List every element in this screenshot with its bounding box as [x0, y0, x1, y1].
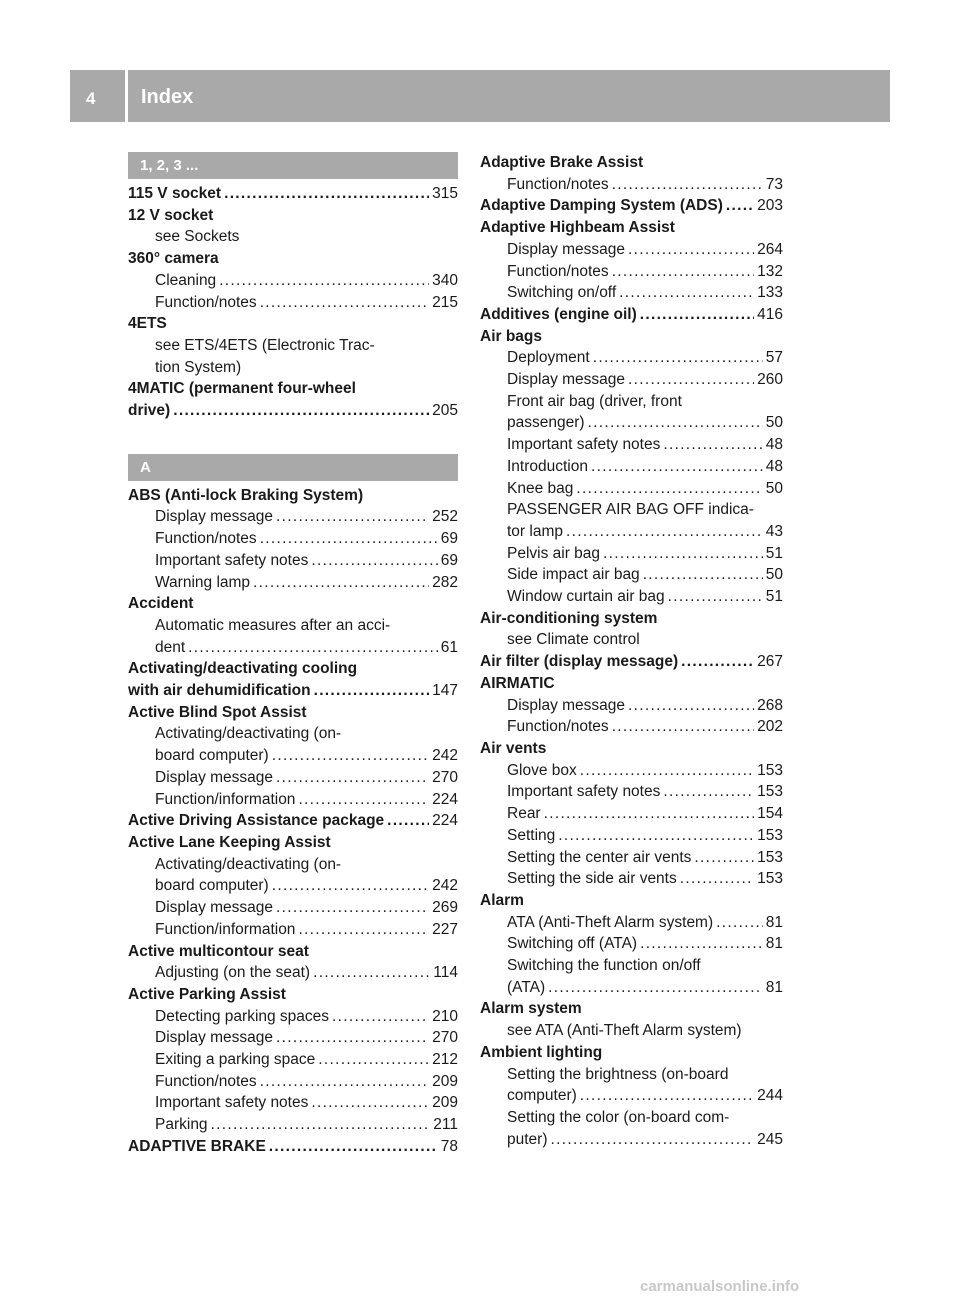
index-subentry[interactable] — [480, 261, 783, 283]
entry-term: Air filter (display message) — [480, 653, 679, 671]
index-subentry[interactable] — [128, 1114, 458, 1136]
index-subentry[interactable] — [128, 637, 458, 659]
page-ref[interactable]: 268 — [757, 696, 783, 714]
entry-term: Display message — [155, 1029, 274, 1047]
index-subentry[interactable] — [128, 919, 458, 941]
entry-term: passenger) — [507, 414, 585, 432]
index-subentry[interactable] — [128, 875, 458, 897]
index-entry: 360° camera — [128, 250, 219, 268]
index-subentry[interactable] — [480, 868, 783, 890]
entry-term: Function/notes — [507, 718, 609, 736]
index-subentry[interactable] — [128, 528, 458, 550]
index-subentry: Setting the brightness (on-board — [507, 1065, 729, 1083]
index-column-left — [128, 152, 458, 1158]
entry-term: drive) — [128, 402, 171, 420]
entry-term: Additives (engine oil) — [480, 305, 637, 323]
page-ref[interactable]: 78 — [440, 1137, 458, 1155]
entry-term: Display message — [155, 899, 274, 917]
entry-term: Function/notes — [155, 293, 257, 311]
page-ref[interactable]: 267 — [757, 653, 783, 671]
page-ref[interactable]: 81 — [765, 935, 783, 953]
entry-term: Display message — [507, 371, 626, 389]
index-entry[interactable] — [128, 680, 458, 702]
see-reference[interactable]: see ATA (Anti-Theft Alarm system) — [507, 1022, 742, 1040]
entry-term: (ATA) — [507, 978, 546, 996]
page-ref[interactable]: 245 — [757, 1130, 783, 1148]
see-reference-cont[interactable]: tion System) — [155, 358, 242, 376]
page-ref[interactable]: 133 — [757, 284, 783, 302]
entry-term: Detecting parking spaces — [155, 1007, 330, 1025]
entry-term: Function/information — [155, 920, 296, 938]
index-entry: 12 V socket — [128, 206, 214, 224]
index-subentry[interactable] — [128, 1071, 458, 1093]
page-ref[interactable]: 209 — [432, 1072, 458, 1090]
index-subentry[interactable] — [480, 412, 783, 434]
page-ref[interactable]: 154 — [757, 805, 783, 823]
page-ref[interactable]: 282 — [432, 573, 458, 591]
page-ref[interactable]: 43 — [765, 522, 783, 540]
index-subentry[interactable] — [128, 270, 458, 292]
page-ref[interactable]: 209 — [432, 1094, 458, 1112]
page-ref[interactable]: 153 — [757, 848, 783, 866]
index-subentry[interactable] — [480, 478, 783, 500]
page-ref[interactable]: 50 — [765, 566, 783, 584]
see-reference[interactable]: see Sockets — [155, 228, 240, 246]
index-subentry[interactable] — [480, 369, 783, 391]
index-entry: Active Parking Assist — [128, 985, 286, 1003]
index-entry: Adaptive Brake Assist — [480, 154, 644, 171]
page-ref[interactable]: 224 — [432, 812, 458, 830]
index-subentry: Activating/deactivating (on- — [155, 725, 342, 743]
index-subentry[interactable] — [128, 1092, 458, 1114]
index-entry: Air bags — [480, 327, 543, 345]
page-ref[interactable]: 61 — [440, 638, 458, 656]
index-subentry[interactable] — [480, 543, 783, 565]
page-ref[interactable]: 242 — [432, 747, 458, 765]
index-entry[interactable] — [480, 651, 783, 673]
page-ref[interactable]: 242 — [432, 877, 458, 895]
index-subentry[interactable] — [128, 767, 458, 789]
entry-term: Important safety notes — [507, 783, 661, 801]
index-subentry[interactable] — [128, 1027, 458, 1049]
index-entry[interactable] — [128, 1136, 458, 1158]
page-ref[interactable]: 57 — [765, 349, 783, 367]
index-entry: Adaptive Highbeam Assist — [480, 219, 675, 237]
entry-term: board computer) — [155, 877, 269, 895]
see-reference[interactable]: see ETS/4ETS (Electronic Trac- — [155, 336, 375, 354]
page-ref[interactable]: 153 — [757, 826, 783, 844]
page-ref[interactable]: 114 — [433, 964, 458, 982]
index-subentry[interactable] — [480, 977, 783, 999]
index-entry[interactable] — [480, 304, 783, 326]
entry-term: Adaptive Damping System (ADS) — [480, 197, 723, 215]
entry-term: Function/notes — [507, 175, 609, 193]
entry-term: tor lamp — [507, 522, 563, 540]
index-subentry[interactable] — [480, 716, 783, 738]
entry-term: Display message — [507, 696, 626, 714]
index-entry: Accident — [128, 595, 194, 613]
index-entry: Active Lane Keeping Assist — [128, 833, 331, 851]
index-subentry[interactable] — [480, 521, 783, 543]
index-subentry[interactable] — [480, 282, 783, 304]
entry-term: Exiting a parking space — [155, 1051, 316, 1069]
index-column-right — [480, 152, 783, 1150]
index-entry: Alarm system — [480, 1000, 582, 1018]
index-subentry: Activating/deactivating (on- — [155, 855, 342, 873]
index-subentry[interactable] — [128, 745, 458, 767]
index-subentry: Front air bag (driver, front — [507, 392, 682, 410]
index-entry: 4MATIC (permanent four-wheel — [128, 380, 356, 398]
page-ref[interactable]: 416 — [757, 305, 783, 323]
index-subentry[interactable] — [480, 174, 783, 196]
entry-term: Introduction — [507, 457, 588, 475]
index-subentry[interactable] — [480, 456, 783, 478]
index-entry: 4ETS — [128, 315, 167, 333]
page-ref[interactable]: 50 — [765, 414, 783, 432]
entry-term: Switching off (ATA) — [507, 935, 638, 953]
entry-term: Setting the side air vents — [507, 870, 677, 888]
entry-term: Display message — [507, 240, 626, 258]
page-ref[interactable]: 48 — [765, 436, 783, 454]
entry-term: Setting — [507, 826, 556, 844]
index-entry: Air vents — [480, 739, 547, 757]
index-subentry[interactable] — [128, 506, 458, 528]
entry-term: Display message — [155, 768, 274, 786]
index-subentry[interactable] — [480, 803, 783, 825]
entry-term: 115 V socket — [128, 185, 222, 202]
index-subentry: Switching the function on/off — [507, 957, 701, 975]
page-ref[interactable]: 73 — [765, 175, 783, 193]
page-ref[interactable]: 153 — [757, 870, 783, 888]
entry-term: Display message — [155, 508, 274, 526]
page-ref[interactable]: 51 — [765, 544, 783, 562]
index-subentry[interactable] — [480, 347, 783, 369]
index-subentry[interactable] — [128, 1049, 458, 1071]
entry-term: Glove box — [507, 761, 577, 779]
index-subentry[interactable] — [480, 781, 783, 803]
page-ref[interactable]: 153 — [757, 783, 783, 801]
see-reference[interactable]: see Climate control — [507, 631, 640, 649]
index-entry: Ambient lighting — [480, 1043, 603, 1061]
page-ref[interactable]: 50 — [765, 479, 783, 497]
index-subentry[interactable] — [480, 912, 783, 934]
entry-term: Adjusting (on the seat) — [155, 964, 311, 982]
index-subentry: Automatic measures after an acci- — [155, 616, 391, 634]
entry-term: Side impact air bag — [507, 566, 640, 584]
entry-term: Knee bag — [507, 479, 574, 497]
index-subentry[interactable] — [480, 847, 783, 869]
entry-term: computer) — [507, 1087, 577, 1105]
index-subentry[interactable] — [480, 586, 783, 608]
watermark: carmanualsonline.info — [640, 1278, 800, 1295]
entry-term: Function/notes — [155, 1072, 257, 1090]
page-ref[interactable]: 81 — [765, 913, 783, 931]
entry-term: Function/notes — [155, 530, 257, 548]
index-entry[interactable] — [128, 183, 458, 205]
entry-term: Pelvis air bag — [507, 544, 601, 562]
entry-term: Important safety notes — [507, 436, 661, 454]
index-entry: Air-conditioning system — [480, 609, 658, 627]
page-ref[interactable]: 69 — [440, 530, 458, 548]
page-title: Index — [141, 86, 194, 108]
entry-term: Window curtain air bag — [507, 588, 665, 606]
entry-term: Function/notes — [507, 262, 609, 280]
index-subentry[interactable] — [480, 825, 783, 847]
index-subentry[interactable] — [128, 550, 458, 572]
page-ref[interactable]: 215 — [432, 293, 458, 311]
page-ref[interactable]: 270 — [432, 768, 458, 786]
page-ref[interactable]: 224 — [432, 790, 458, 808]
index-subentry: Setting the color (on-board com- — [507, 1108, 730, 1126]
section-heading-a: A — [128, 454, 458, 481]
index-subentry[interactable] — [128, 292, 458, 314]
page-ref[interactable]: 264 — [757, 240, 783, 258]
index-entry[interactable] — [128, 400, 458, 422]
entry-term: Deployment — [507, 349, 590, 367]
index-subentry[interactable] — [128, 1006, 458, 1028]
index-entry[interactable] — [480, 195, 783, 217]
page-ref[interactable]: 315 — [432, 185, 458, 202]
page-ref[interactable]: 244 — [757, 1087, 783, 1105]
section-heading-numbers: 1, 2, 3 ... — [128, 152, 458, 179]
header-divider — [125, 70, 128, 122]
index-entry: Active multicontour seat — [128, 942, 309, 960]
index-entry: Active Blind Spot Assist — [128, 703, 307, 721]
entry-term: Cleaning — [155, 271, 217, 289]
entry-term: Setting the center air vents — [507, 848, 692, 866]
entry-term: Active Driving Assistance package — [128, 812, 385, 830]
index-subentry[interactable] — [480, 239, 783, 261]
index-entry: AIRMATIC — [480, 674, 555, 692]
page-ref[interactable]: 211 — [433, 1116, 458, 1134]
page-ref[interactable]: 202 — [757, 718, 783, 736]
index-subentry[interactable] — [480, 1085, 783, 1107]
entry-term: Switching on/off — [507, 284, 617, 302]
entry-term: puter) — [507, 1130, 548, 1148]
entry-term: Important safety notes — [155, 551, 309, 569]
page-ref[interactable]: 81 — [765, 978, 783, 996]
entry-term: ADAPTIVE BRAKE — [128, 1137, 266, 1155]
index-subentry: PASSENGER AIR BAG OFF indica- — [507, 501, 754, 519]
index-entry: Activating/deactivating cooling — [128, 660, 358, 678]
index-subentry[interactable] — [480, 1129, 783, 1151]
index-subentry[interactable] — [128, 789, 458, 811]
page-ref[interactable]: 153 — [757, 761, 783, 779]
page-ref[interactable]: 69 — [440, 551, 458, 569]
page-ref[interactable]: 48 — [765, 457, 783, 475]
page-ref[interactable]: 210 — [432, 1007, 458, 1025]
page-ref[interactable]: 227 — [432, 920, 458, 938]
page-ref[interactable]: 340 — [432, 271, 458, 289]
page-ref[interactable]: 212 — [432, 1051, 458, 1069]
index-entry: Alarm — [480, 891, 524, 909]
page-ref[interactable]: 260 — [757, 371, 783, 389]
entry-term: Function/information — [155, 790, 296, 808]
index-subentry[interactable] — [128, 572, 458, 594]
page-ref[interactable]: 132 — [757, 262, 783, 280]
index-subentry[interactable] — [128, 897, 458, 919]
index-subentry[interactable] — [128, 962, 458, 984]
index-entry[interactable] — [128, 810, 458, 832]
entry-term: Important safety notes — [155, 1094, 309, 1112]
index-subentry[interactable] — [480, 933, 783, 955]
entry-term: Parking — [155, 1116, 208, 1134]
page-ref[interactable]: 269 — [432, 899, 458, 917]
index-subentry[interactable] — [480, 564, 783, 586]
page-ref[interactable]: 270 — [432, 1029, 458, 1047]
page-ref[interactable]: 205 — [432, 402, 458, 420]
page-ref[interactable]: 147 — [432, 682, 458, 700]
page-ref[interactable]: 203 — [757, 197, 783, 215]
index-subentry[interactable] — [480, 434, 783, 456]
page-number: 4 — [86, 89, 96, 108]
index-subentry[interactable] — [480, 695, 783, 717]
index-entry: ABS (Anti-lock Braking System) — [128, 486, 364, 504]
page-ref[interactable]: 51 — [765, 588, 783, 606]
entry-term: board computer) — [155, 747, 269, 765]
entry-term: dent — [155, 638, 186, 656]
entry-term: Rear — [507, 805, 541, 823]
entry-term: Warning lamp — [155, 573, 251, 591]
entry-term: ATA (Anti-Theft Alarm system) — [507, 913, 714, 931]
page-ref[interactable]: 252 — [432, 508, 458, 526]
index-subentry[interactable] — [480, 760, 783, 782]
entry-term: with air dehumidification — [128, 682, 311, 700]
